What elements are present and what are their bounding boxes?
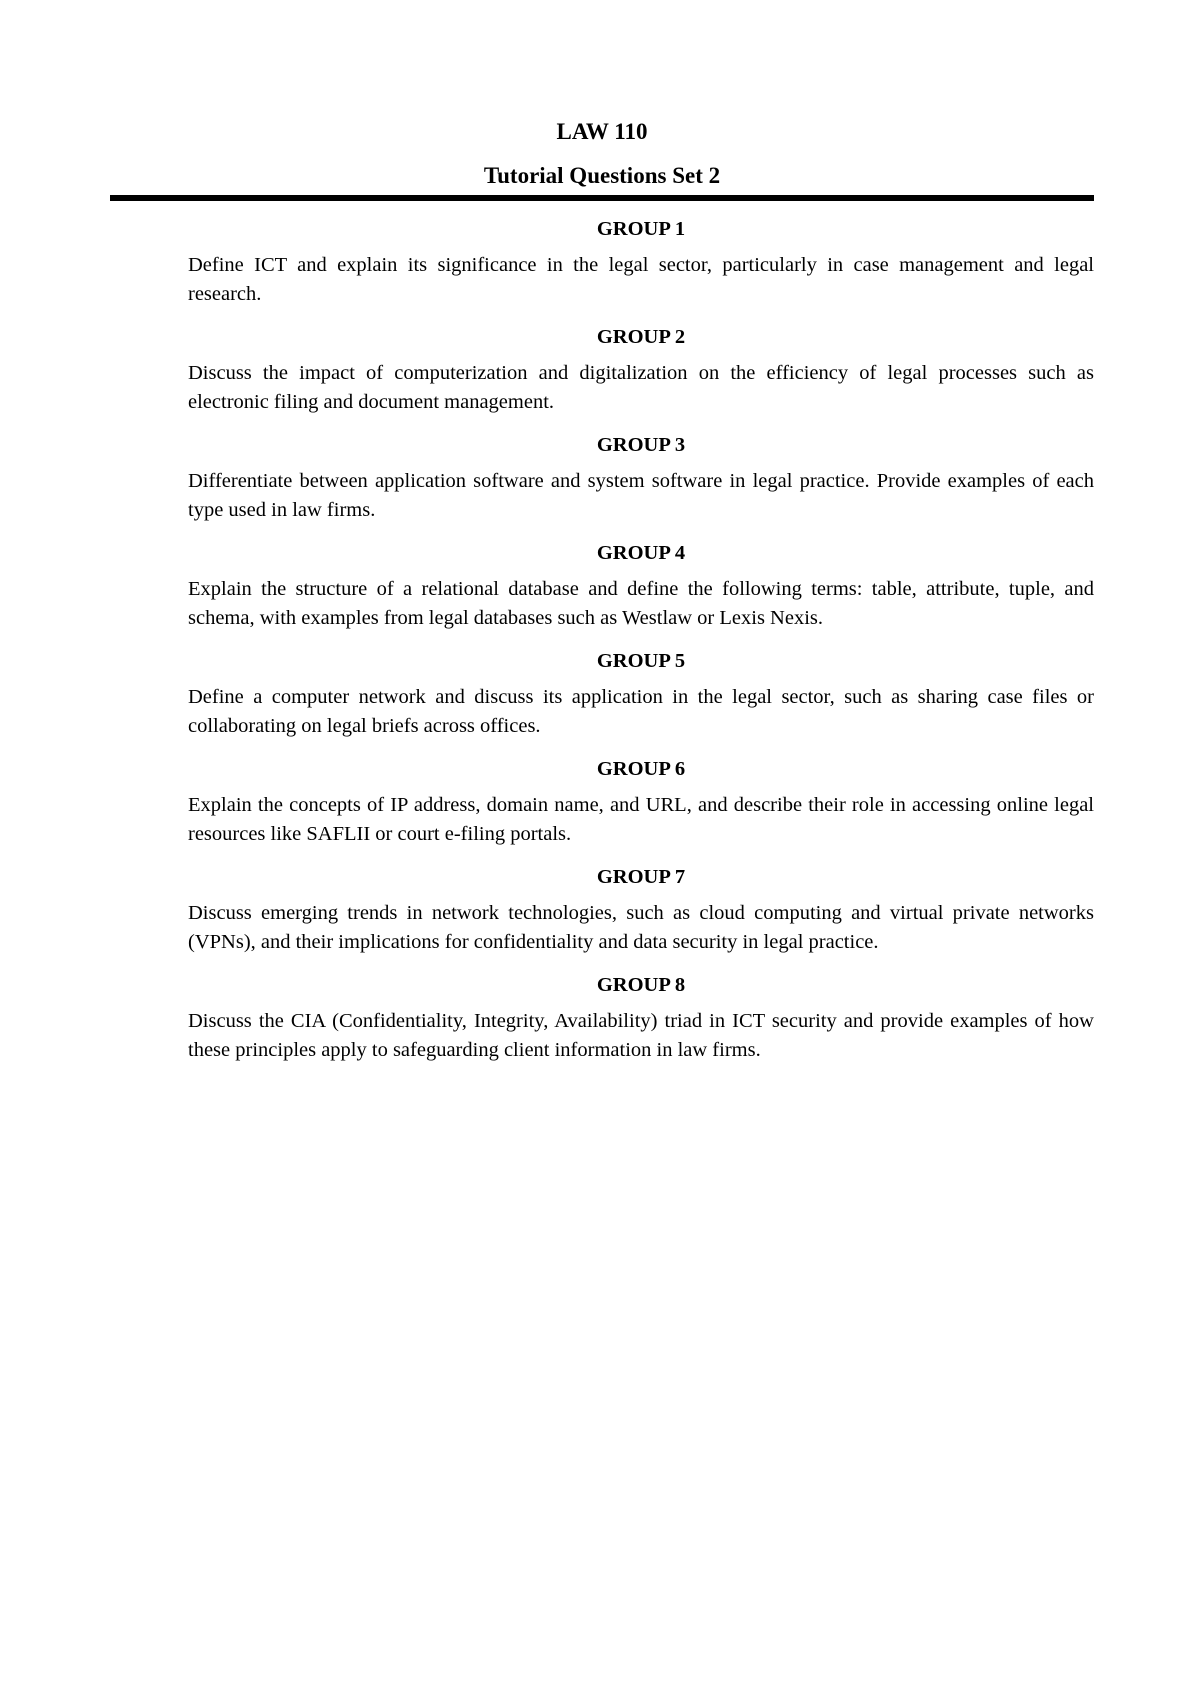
group-section-1	[188, 214, 1094, 322]
group-section-4	[188, 538, 1094, 646]
group-question: Discuss emerging trends in network technologies, such as cloud computing and virtual private networks (VPNs), and their implications for confidentiality and data security in legal practice.	[188, 902, 1094, 953]
group-section-5	[188, 646, 1094, 754]
group-question: Explain the concepts of IP address, domain name, and URL, and describe their role in accessing online legal resources like SAFLII or court e-filing portals.	[188, 794, 1094, 845]
group-section-6	[188, 754, 1094, 862]
group-heading: GROUP 4	[596, 542, 686, 564]
course-code: LAW 110	[556, 119, 648, 144]
group-heading: GROUP 6	[596, 758, 686, 780]
group-section-3	[188, 430, 1094, 538]
group-question: Differentiate between application software and system software in legal practice. Provide examples of each type used in law firms.	[188, 470, 1094, 521]
group-heading: GROUP 3	[596, 434, 686, 456]
document-title: Tutorial Questions Set 2	[483, 163, 721, 188]
group-heading: GROUP 1	[596, 218, 686, 240]
group-question: Discuss the CIA (Confidentiality, Integrity, Availability) triad in ICT security and provide examples of how these principles apply to safeguarding client information in law firms.	[188, 1010, 1094, 1061]
group-section-2	[188, 322, 1094, 430]
group-heading: GROUP 8	[596, 974, 686, 996]
group-question: Define a computer network and discuss its application in the legal sector, such as sharing case files or collaborating on legal briefs across offices.	[188, 686, 1094, 737]
group-heading: GROUP 7	[596, 866, 686, 888]
title-divider	[110, 195, 1094, 201]
group-heading: GROUP 2	[596, 326, 686, 348]
document-header	[110, 112, 1094, 196]
group-question: Explain the structure of a relational database and define the following terms: table, attribute, tuple, and schema, with examples from legal databases such as Westlaw or Lexis Nexis.	[188, 578, 1094, 629]
group-list	[188, 214, 1094, 1078]
group-section-8	[188, 970, 1094, 1078]
group-question: Discuss the impact of computerization and digitalization on the efficiency of legal processes such as electronic filing and document management.	[188, 362, 1094, 413]
group-section-7	[188, 862, 1094, 970]
group-question: Define ICT and explain its significance in the legal sector, particularly in case management and legal research.	[188, 254, 1094, 305]
group-heading: GROUP 5	[596, 650, 686, 672]
